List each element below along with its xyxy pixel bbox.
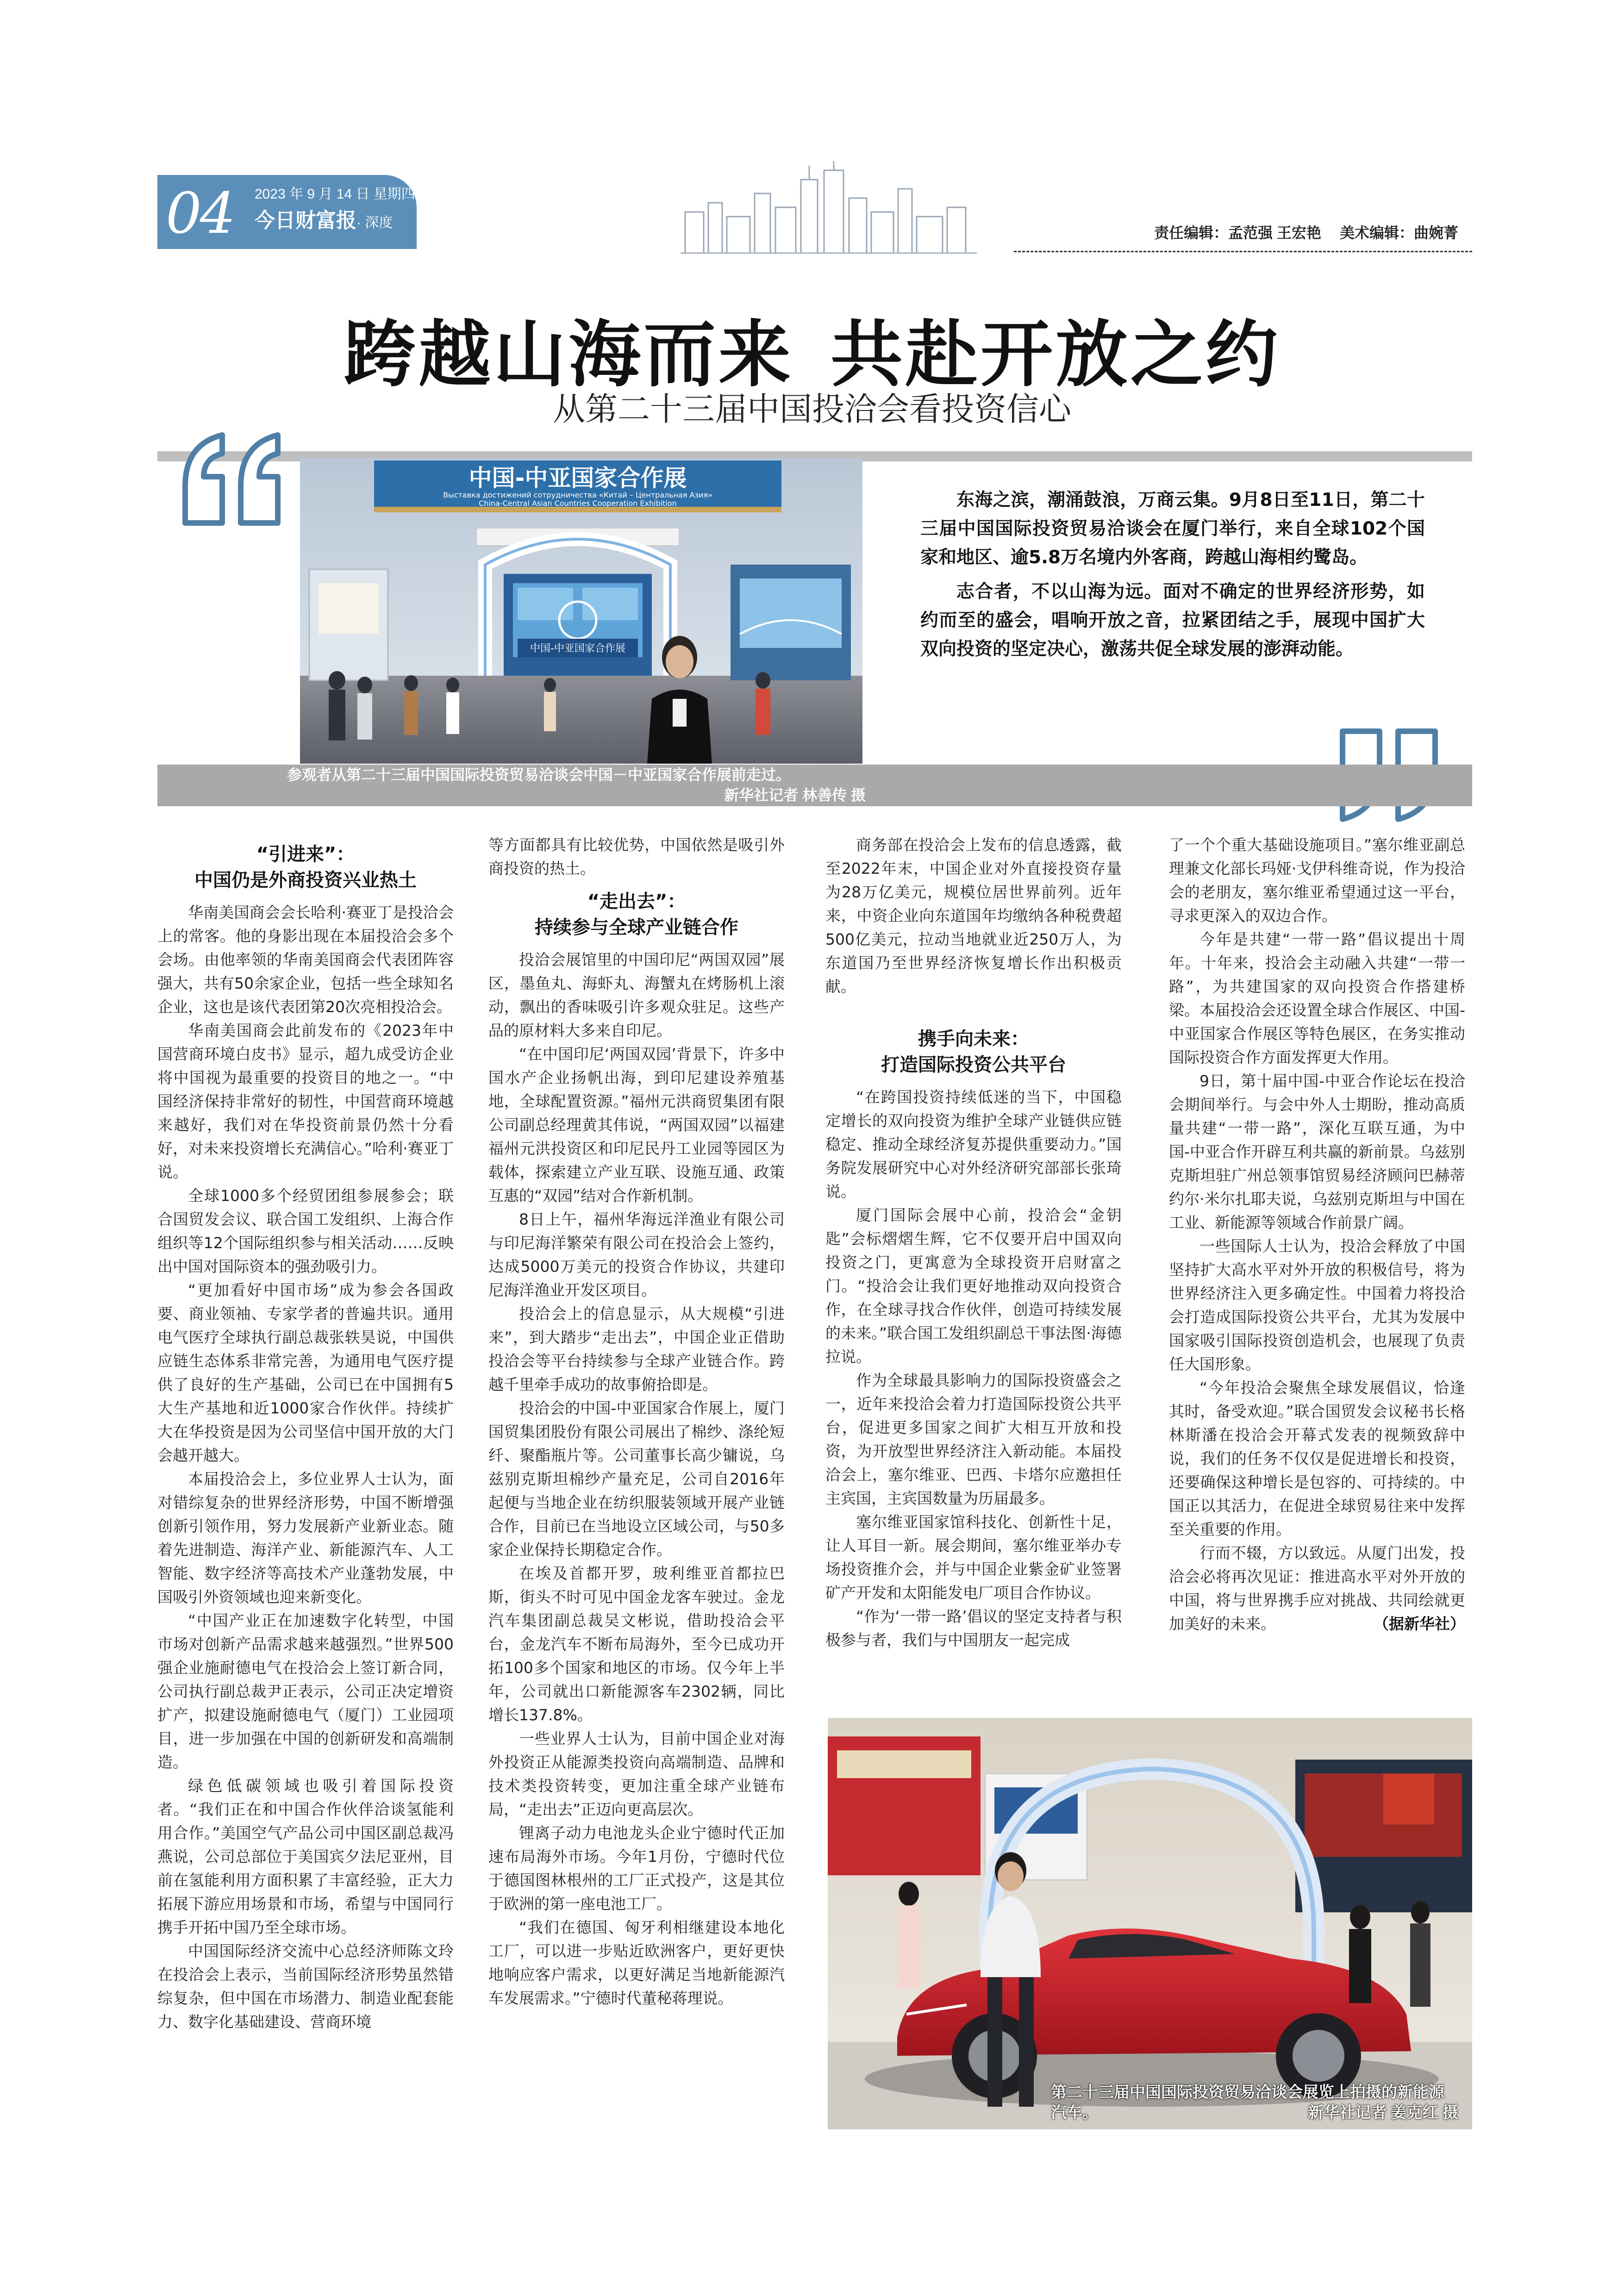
subheadline: 从第二十三届中国投洽会看投资信心 <box>553 390 1071 428</box>
paragraph: 中国国际经济交流中心总经济师陈文玲在投洽会上表示，当前国际经济形势虽然错综复杂，但中国在市场潜力、制造业配套能力、数字化基础建设、营商环境 <box>157 1942 454 2031</box>
paragraph: 绿色低碳领域也吸引着国际投资者。“我们正在和中国合作伙伴洽谈氢能利用合作。”美国空气产品公司中国区副总裁冯燕说，公司总部位于美国宾夕法尼亚州，目前在氢能利用方面积累了丰富经验，正大力拓展下游应用场景和市场，希望与中国同行携手开拓中国乃至全球市场。 <box>157 1777 454 1936</box>
headline-part2: 共赴开放之约 <box>831 312 1280 397</box>
paragraph-continued: 了一个个重大基础设施项目。”塞尔维亚副总理兼文化部长玛娅·戈伊科维奇说，作为投洽会的老朋友，塞尔维亚希望通过这一平台，寻求更深入的双边合作。 <box>1169 836 1465 925</box>
paragraph: 厦门国际会展中心前，投洽会“金钥匙”会标熠熠生辉，它不仅要开启中国双向投资之门，更寓意为全球投资开启财富之门。“投洽会让我们更好地推动双向投资合作，在全球寻找合作伙伴，创造可持续发展的未来。”联合国工发组织副总干事法图·海德拉说。 <box>825 1206 1122 1366</box>
editor-text: 责任编辑：孟范强 王宏艳 <box>1154 224 1321 241</box>
page-tab <box>157 175 417 249</box>
banner-title: 中国-中亚国家合作展 <box>468 465 687 492</box>
section-title: 打造国际投资公共平台 <box>881 1054 1066 1076</box>
paragraph: 华南美国商会会长哈利·赛亚丁是投洽会上的常客。他的身影出现在本届投洽会多个会场。由他率领的华南美国商会代表团阵容强大，共有50余家企业，包括一些全球知名企业，这也是该代表团第20次亮相投洽会。 <box>157 903 454 1016</box>
booth-sign: 中国-中亚国家合作展 <box>530 643 625 654</box>
paragraph <box>1169 1541 1465 1636</box>
caption-top-credit: 新华社记者 林善传 摄 <box>724 787 866 803</box>
section-kicker: “走出去”： <box>587 891 686 912</box>
lead-paragraph: 东海之滨，潮涌鼓浪，万商云集。9月8日至11日，第二十三届中国国际投资贸易洽谈会在厦门举行，来自全球102个国家和地区、逾5.8万名境内外客商，跨越山海相约鹭岛。 <box>920 490 1425 568</box>
open-quote-icon <box>176 426 287 532</box>
exhibition-hall-image <box>300 458 862 764</box>
page-date: 2023 年 9 月 14 日 星期四 <box>255 187 415 202</box>
article-column-2 <box>488 833 785 2010</box>
caption-bottom-credit: 新华社记者 姜克红 摄 <box>1308 2104 1458 2122</box>
paragraph: 商务部在投洽会上发布的信息透露，截至2022年末，中国企业对外直接投资存量为28万亿美元，规模位居世界前列。近年来，中资企业向东道国年均缴纳各种税费超500亿美元，拉动当地就业近250万人，为东道国乃至世界经济恢复增长作出积极贡献。 <box>825 836 1122 996</box>
editors-credit <box>1136 221 1458 243</box>
article-column-3 <box>825 833 1122 1652</box>
paragraph: 投洽会展馆里的中国印尼“两国双园”展区，墨鱼丸、海虾丸、海蟹丸在烤肠机上滚动，飘出的香味吸引许多观众驻足。这些产品的原材料大多来自印尼。 <box>488 951 785 1039</box>
photo-new-energy-car <box>828 1718 1472 2129</box>
caption-top-text: 参观者从第二十三届中国国际投资贸易洽谈会中国－中亚国家合作展前走过。 <box>287 766 791 783</box>
art-editor-text: 美术编辑：曲婉菁 <box>1339 224 1458 241</box>
headline-part1: 跨越山海而来 <box>344 312 793 397</box>
paragraph: 9日，第十届中国-中亚合作论坛在投洽会期间举行。与会中外人士期盼，推动高质量共建“一带一路”，深化互联互通，为中国-中亚合作开辟互利共赢的新前景。乌兹别克斯坦驻广州总领事馆贸易经济顾问巴赫蒂约尔·米尔扎耶夫说，乌兹别克斯坦与中国在工业、新能源等领域合作前景广阔。 <box>1169 1072 1465 1232</box>
article-column-1 <box>157 833 454 2034</box>
new-energy-car-image <box>828 1718 1472 2129</box>
paragraph: 本届投洽会上，多位业界人士认为，面对错综复杂的世界经济形势，中国不断增强创新引领作用，努力发展新产业新业态。随着先进制造、海洋产业、新能源汽车、人工智能、数字经济等高技术产业蓬勃发展，中国吸引外资领域也迎来新变化。 <box>157 1470 454 1606</box>
paragraph: 全球1000多个经贸团组参展参会；联合国贸发会议、联合国工发组织、上海合作组织等12个国际组织参与相关活动……反映出中国对国际资本的强劲吸引力。 <box>157 1187 454 1276</box>
section-heading-3 <box>825 1026 1122 1078</box>
section-kicker: “引进来”： <box>256 844 355 865</box>
section-kicker: 携手向未来： <box>918 1028 1029 1050</box>
paragraph: 在埃及首都开罗，玻利维亚首都拉巴斯，街头不时可见中国金龙客车驶过。金龙汽车集团副总裁吴文彬说，借助投洽会平台，金龙汽车不断布局海外，至今已成功开拓100多个国家和地区的市场。仅今年上半年，公司就出口新能源客车2302辆，同比增长137.8%。 <box>488 1564 785 1724</box>
closing-paragraph: 行而不辍，方以致远。从厦门出发，投洽会必将再次见证：推进高水平对外开放的中国，将与世界携手应对挑战、共同绘就更加美好的未来。 <box>1169 1544 1465 1633</box>
paragraph: “更加看好中国市场”成为参会各国政要、商业领袖、专家学者的普遍共识。通用电气医疗全球执行副总裁张轶昊说，中国供应链生态体系非常完善，为通用电气医疗提供了良好的生产基础，公司已在中国拥有5大生产基地和近1000家合作伙伴。持续扩大在华投资是因为公司坚信中国开放的大门会越开越大。 <box>157 1281 454 1464</box>
paragraph: 今年是共建“一带一路”倡议提出十周年。十年来，投洽会主动融入共建“一带一路”，为共建国家的双向投资合作搭建桥梁。本届投洽会还设置全球合作展区、中国-中亚国家合作展区等特色展区，在务实推动国际投资合作方面发挥更大作用。 <box>1169 930 1465 1066</box>
photo-exhibition-hall <box>300 458 862 764</box>
paragraph: “今年投洽会聚焦全球发展倡议，恰逢其时，备受欢迎。”联合国贸发会议秘书长格林斯潘在投洽会开幕式发表的视频致辞中说，我们的任务不仅仅是促进增长和投资，还要确保这种增长是包容的、可持续的。中国正以其活力，在促进全球贸易往来中发挥至关重要的作用。 <box>1169 1379 1465 1538</box>
paragraph: 投洽会上的信息显示，从大规模“引进来”，到大踏步“走出去”，中国企业正借助投洽会等平台持续参与全球产业链合作。跨越千里牵手成功的故事俯拾即是。 <box>488 1305 785 1394</box>
paragraph: “我们在德国、匈牙利相继建设本地化工厂，可以进一步贴近欧洲客户，更好更快地响应客户需求，以更好满足当地新能源汽车发展需求。”宁德时代董秘蒋理说。 <box>488 1918 785 2007</box>
section-subtitle: · 深度 <box>356 215 393 230</box>
banner-russian: Выставка достижений сотрудничества «Китай – Центральная Азия» <box>443 491 712 499</box>
paragraph: 华南美国商会此前发布的《2023年中国营商环境白皮书》显示，超九成受访企业将中国视为最重要的投资目的地之一。“中国经济保持非常好的韧性，中国营商环境越来越好，我们对在华投资前景仍然十分看好，对未来投资增长充满信心。”哈利·赛亚丁说。 <box>157 1021 454 1181</box>
photo-caption-bottom <box>1051 2082 1458 2123</box>
section-heading-1 <box>157 841 454 893</box>
lead-paragraphs <box>920 486 1425 669</box>
paragraph: “作为‘一带一路’倡议的坚定支持者与积极参与者，我们与中国朋友一起完成 <box>825 1607 1122 1649</box>
article-column-4 <box>1169 833 1465 1636</box>
paragraph: 塞尔维亚国家馆科技化、创新性十足，让人耳目一新。展会期间，塞尔维亚举办专场投资推介会，并与中国企业紫金矿业签署矿产开发和太阳能发电厂项目合作协议。 <box>825 1513 1122 1602</box>
caption-bottom-text: 第二十三届中国国际投资贸易洽谈会展览上拍摄的新能源汽车。 <box>1051 2084 1444 2122</box>
skyline-icon <box>681 161 977 254</box>
masthead <box>157 175 1472 258</box>
paragraph: “在中国印尼‘两国双园’背景下，许多中国水产企业扬帆出海，到印尼建设养殖基地，全球配置资源。”福州元洪商贸集团有限公司副总经理黄其伟说，“两国双园”以福建福州元洪投资区和印尼民丹工业园等园区为载体，探索建立产业互联、设施互通、政策互惠的“双园”结对合作新机制。 <box>488 1045 785 1205</box>
paragraph: 一些国际人士认为，投洽会释放了中国坚持扩大高水平对外开放的积极信号，将为世界经济注入更多确定性。中国着力将投洽会打造成国际投资公共平台，尤其为发展中国家吸引国际投资创造机会，也展现了负责任大国形象。 <box>1169 1237 1465 1373</box>
section-heading-2 <box>488 889 785 940</box>
paragraph: 一些业界人士认为，目前中国企业对海外投资正从能源类投资向高端制造、品牌和技术类投资转变，更加注重全球产业链布局，“走出去”正迈向更高层次。 <box>488 1730 785 1818</box>
section-title: 中国仍是外商投资兴业热土 <box>194 870 417 891</box>
section-title: 持续参与全球产业链合作 <box>535 917 738 938</box>
paragraph: “在跨国投资持续低迷的当下，中国稳定增长的双向投资为维护全球产业链供应链稳定、推动全球经济复苏提供重要动力。”国务院发展研究中心对外经济研究部部长张琦说。 <box>825 1088 1122 1201</box>
lead-paragraph: 志合者，不以山海为远。面对不确定的世界经济形势，如约而至的盛会，唱响开放之音，拉紧团结之手，展现中国扩大双向投资的坚定决心，激荡共促全球发展的澎湃动能。 <box>920 581 1425 660</box>
photo-caption-top <box>287 765 866 805</box>
section-name <box>255 204 393 233</box>
paragraph: “中国产业正在加速数字化转型，中国市场对创新产品需求越来越强烈。”世界500强企业施耐德电气在投洽会上签订新合同，公司执行副总裁尹正表示，公司正决定增资扩产，拟建设施耐德电气（厦门）工业园项目，进一步加强在中国的创新研发和高端制造。 <box>157 1612 454 1771</box>
section-title: 今日财富报 <box>255 209 356 232</box>
paragraph: 作为全球最具影响力的国际投资盛会之一，近年来投洽会着力打造国际投资公共平台，促进更多国家之间扩大相互开放和投资，为开放型世界经济注入新动能。本届投洽会上，塞尔维亚、巴西、卡塔尔应邀担任主宾国，主宾国数量为历届最多。 <box>825 1371 1122 1507</box>
source-tag: （据新华社） <box>1374 1615 1465 1633</box>
masthead-rule <box>1014 251 1472 253</box>
banner-english: China-Central Asian Countries Cooperation Exhibition <box>479 499 677 508</box>
paragraph: 投洽会的中国-中亚国家合作展上，厦门国贸集团股份有限公司展出了棉纱、涤纶短纤、聚酯瓶片等。公司董事长高少镛说，乌兹别克斯坦棉纱产量充足，公司自2016年起便与当地企业在纺织服装领域开展产业链合作，目前已在当地设立区域公司，与50多家企业保持长期稳定合作。 <box>488 1399 785 1559</box>
paragraph: 8日上午，福州华海远洋渔业有限公司与印尼海洋繁荣有限公司在投洽会上签约，达成5000万美元的投资合作协议，共建印尼海洋渔业开发区项目。 <box>488 1210 785 1299</box>
page-number: 04 <box>166 180 234 246</box>
paragraph: 锂离子动力电池龙头企业宁德时代正加速布局海外市场。今年1月份，宁德时代位于德国图林根州的工厂正式投产，这是其位于欧洲的第一座电池工厂。 <box>488 1824 785 1913</box>
paragraph-continued: 等方面都具有比较优势，中国依然是吸引外商投资的热土。 <box>488 836 785 877</box>
